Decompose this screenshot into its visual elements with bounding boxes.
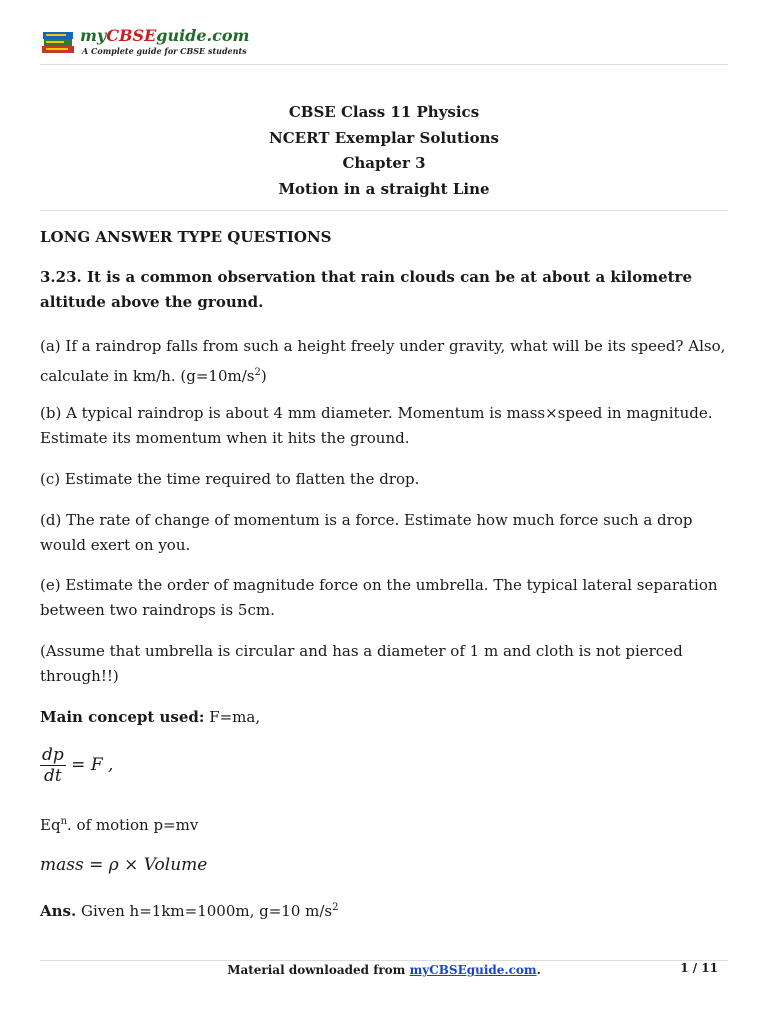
- logo-tagline: A Complete guide for CBSE students: [82, 46, 247, 56]
- page-header: [40, 26, 728, 65]
- question-part-c: (c) Estimate the time required to flatten the drop.: [40, 470, 420, 488]
- main-concept: Main concept used: F=ma,: [40, 708, 261, 726]
- footer-divider: [40, 960, 728, 961]
- document-title: [40, 100, 728, 202]
- title-line-2: NCERT Exemplar Solutions: [269, 128, 499, 147]
- title-line-1: CBSE Class 11 Physics: [288, 103, 480, 121]
- divider: [40, 210, 728, 211]
- section-heading: LONG ANSWER TYPE QUESTIONS: [40, 228, 332, 246]
- footer: Material downloaded from myCBSEguide.com.: [227, 963, 541, 977]
- answer-line: Ans. Given h=1km=1000m, g=10 $m/s^2$: [40, 902, 339, 920]
- main-concept-label: Main concept used:: [40, 708, 205, 726]
- equation-of-motion: Eq$^n$. of motion p=mv: [40, 816, 199, 834]
- assumption-note: (Assume that umbrella is circular and has a diameter of 1 m and cloth is not pierced through!!): [40, 642, 683, 685]
- footer-link[interactable]: myCBSEguide.com: [409, 963, 537, 977]
- logo[interactable]: [40, 26, 250, 60]
- question-part-b: (b) A typical raindrop is about 4 mm diameter. Momentum is mass×speed in magnitude. Estimate its momentum when it hits the ground.: [40, 404, 713, 447]
- page-number: 1 / 11: [680, 961, 718, 975]
- question-part-e: (e) Estimate the order of magnitude force on the umbrella. The typical lateral separation between two raindrops is 5cm.: [40, 576, 718, 619]
- title-line-3: Chapter 3: [342, 154, 426, 172]
- logo-title: myCBSEguide.com: [80, 26, 250, 45]
- answer-label: Ans.: [40, 902, 77, 920]
- equation-mass: mass = ρ × Volume: [40, 855, 208, 875]
- title-line-4: Motion in a straight Line: [278, 179, 490, 198]
- books-logo-icon: [40, 28, 78, 58]
- equation-force: $\frac{dp}{dt}$ = F ,: [42, 745, 114, 786]
- question-part-d: (d) The rate of change of momentum is a force. Estimate how much force such a drop would exert on you.: [40, 511, 693, 554]
- question-part-a: (a) If a raindrop falls from such a height freely under gravity, what will be its speed? Also, calculate in km/h. $(g=10m/s^2)$: [40, 337, 726, 385]
- question-text: 3.23. It is a common observation that rain clouds can be at about a kilometre altitude above the ground.: [40, 268, 692, 311]
